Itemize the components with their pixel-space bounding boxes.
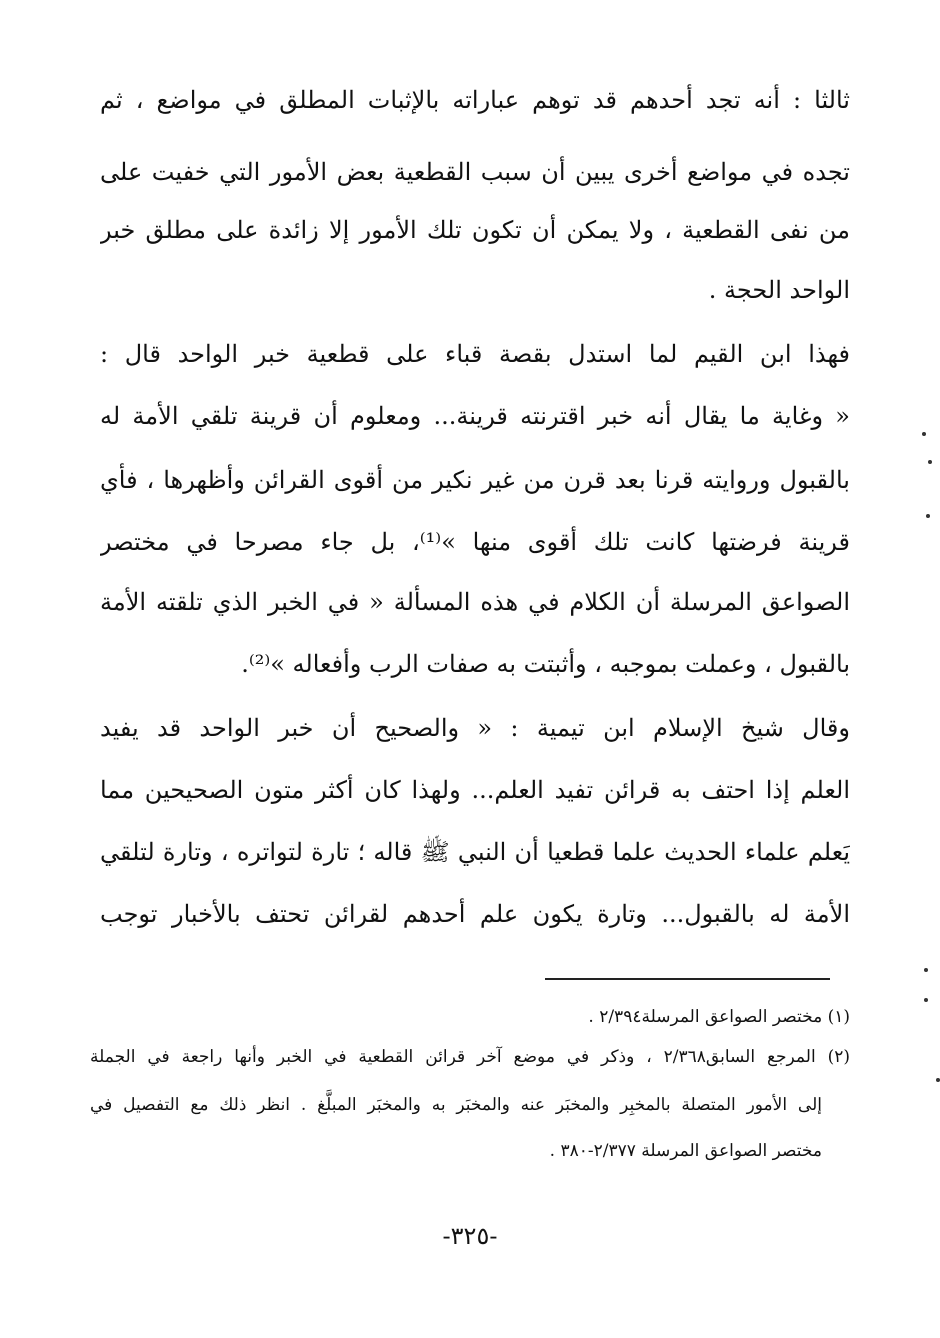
- paragraph-1-line-1: ثالثا : أنه تجد أحدهم قد توهم عباراته بالإثبات المطلق في مواضع ، ثم: [100, 86, 850, 114]
- page-number: -٣٢٥-: [442, 1222, 498, 1250]
- paragraph-1-line-3: من نفى القطعية ، ولا يمكن أن تكون تلك الأمور إلا زائدة على مطلق خبر: [100, 216, 850, 244]
- paragraph-2-line-4: قرينة فرضتها كانت تلك أقوى منها »⁽¹⁾، بل جاء مصرحا في مختصر: [100, 528, 850, 556]
- paragraph-1-line-4: الواحد الحجة .: [708, 276, 850, 304]
- paragraph-3-line-2: العلم إذا احتف به قرائن تفيد العلم... ولهذا كان أكثر متون الصحيحين مما: [100, 776, 850, 804]
- paragraph-2-line-5: الصواعق المرسلة أن الكلام في هذه المسألة « في الخبر الذي تلقته الأمة: [100, 588, 850, 616]
- paragraph-1-line-2: تجده في مواضع أخرى يبين أن سبب القطعية بعض الأمور التي خفيت على: [100, 158, 850, 186]
- paragraph-3-line-1: وقال شيخ الإسلام ابن تيمية : « والصحيح أن خبر الواحد قد يفيد: [100, 714, 850, 742]
- scan-speck: [924, 968, 928, 972]
- footnote-1: (١) مختصر الصواعق المرسلة٢/٣٩٤ .: [588, 1007, 850, 1027]
- paragraph-2-line-6: بالقبول ، وعملت بموجبه ، وأثبتت به صفات الرب وأفعاله »⁽²⁾.: [241, 650, 850, 678]
- paragraph-2-line-1: فهذا ابن القيم لما استدل بقصة قباء على قطعية خبر الواحد قال :: [100, 340, 850, 368]
- scan-speck: [926, 514, 930, 518]
- footnote-2-line-2: إلى الأمور المتصلة بالمخبِر والمخبَر عنه والمخبَر به والمخبَر المبلَّغ . انظر ذلك مع التفصيل في: [90, 1095, 822, 1115]
- paragraph-3-line-4: الأمة له بالقبول... وتارة يكون علم أحدهم لقرائن تحتف بالأخبار توجب: [100, 900, 850, 928]
- footnote-2-line-1: (٢) المرجع السابق٢/٣٦٨ ، وذكر في موضع آخر قرائن القطعية في الخبر وأنها راجعة في الجملة: [90, 1047, 850, 1067]
- scan-speck: [928, 460, 932, 464]
- footnote-2-line-3: مختصر الصواعق المرسلة ٢/٣٧٧-٣٨٠ .: [549, 1141, 822, 1161]
- paragraph-3-line-3: يَعلم علماء الحديث علما قطعيا أن النبي ﷺ قاله ؛ تارة لتواتره ، وتارة لتلقي: [100, 838, 850, 866]
- scan-speck: [922, 432, 926, 436]
- scan-speck: [924, 998, 928, 1002]
- paragraph-2-line-2: « وغاية ما يقال أنه خبر اقترنته قرينة... ومعلوم أن قرينة تلقي الأمة له: [100, 402, 850, 430]
- footnote-separator: [545, 978, 830, 980]
- scan-speck: [936, 1078, 940, 1082]
- paragraph-2-line-3: بالقبول وروايته قرنا بعد قرن من غير نكير من أقوى القرائن وأظهرها ، فأي: [100, 466, 850, 494]
